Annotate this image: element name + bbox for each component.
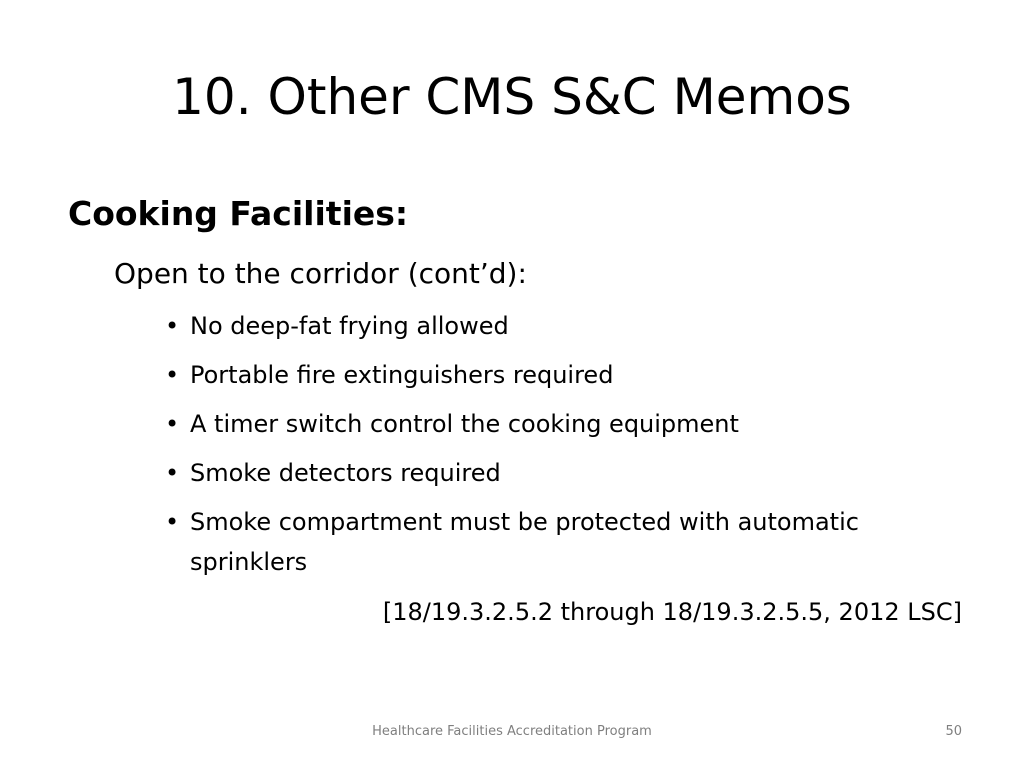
page-number: 50	[945, 724, 962, 739]
bullet-text: A timer switch control the cooking equipment	[190, 410, 739, 438]
subheading: Open to the corridor (cont’d):	[114, 257, 527, 290]
list-item	[160, 453, 970, 493]
bullet-text: No deep-fat frying allowed	[190, 312, 509, 340]
slide-title: 10. Other CMS S&C Memos	[172, 68, 852, 126]
bullet-text: Portable fire extinguishers required	[190, 361, 614, 389]
bullet-icon: •	[165, 312, 180, 340]
list-item	[160, 502, 970, 582]
bullet-list	[160, 306, 970, 591]
bullet-icon: •	[165, 508, 180, 536]
bullet-icon: •	[165, 361, 180, 389]
footer-program: Healthcare Facilities Accreditation Program	[372, 724, 652, 739]
bullet-icon: •	[165, 410, 180, 438]
list-item	[160, 355, 970, 395]
list-item	[160, 404, 970, 444]
citation: [18/19.3.2.5.2 through 18/19.3.2.5.5, 2012 LSC]	[382, 598, 962, 626]
bullet-icon: •	[165, 459, 180, 487]
bullet-text: Smoke compartment must be protected with automatic sprinklers	[190, 508, 859, 576]
list-item	[160, 306, 970, 346]
bullet-text: Smoke detectors required	[190, 459, 501, 487]
section-heading: Cooking Facilities:	[68, 194, 409, 233]
